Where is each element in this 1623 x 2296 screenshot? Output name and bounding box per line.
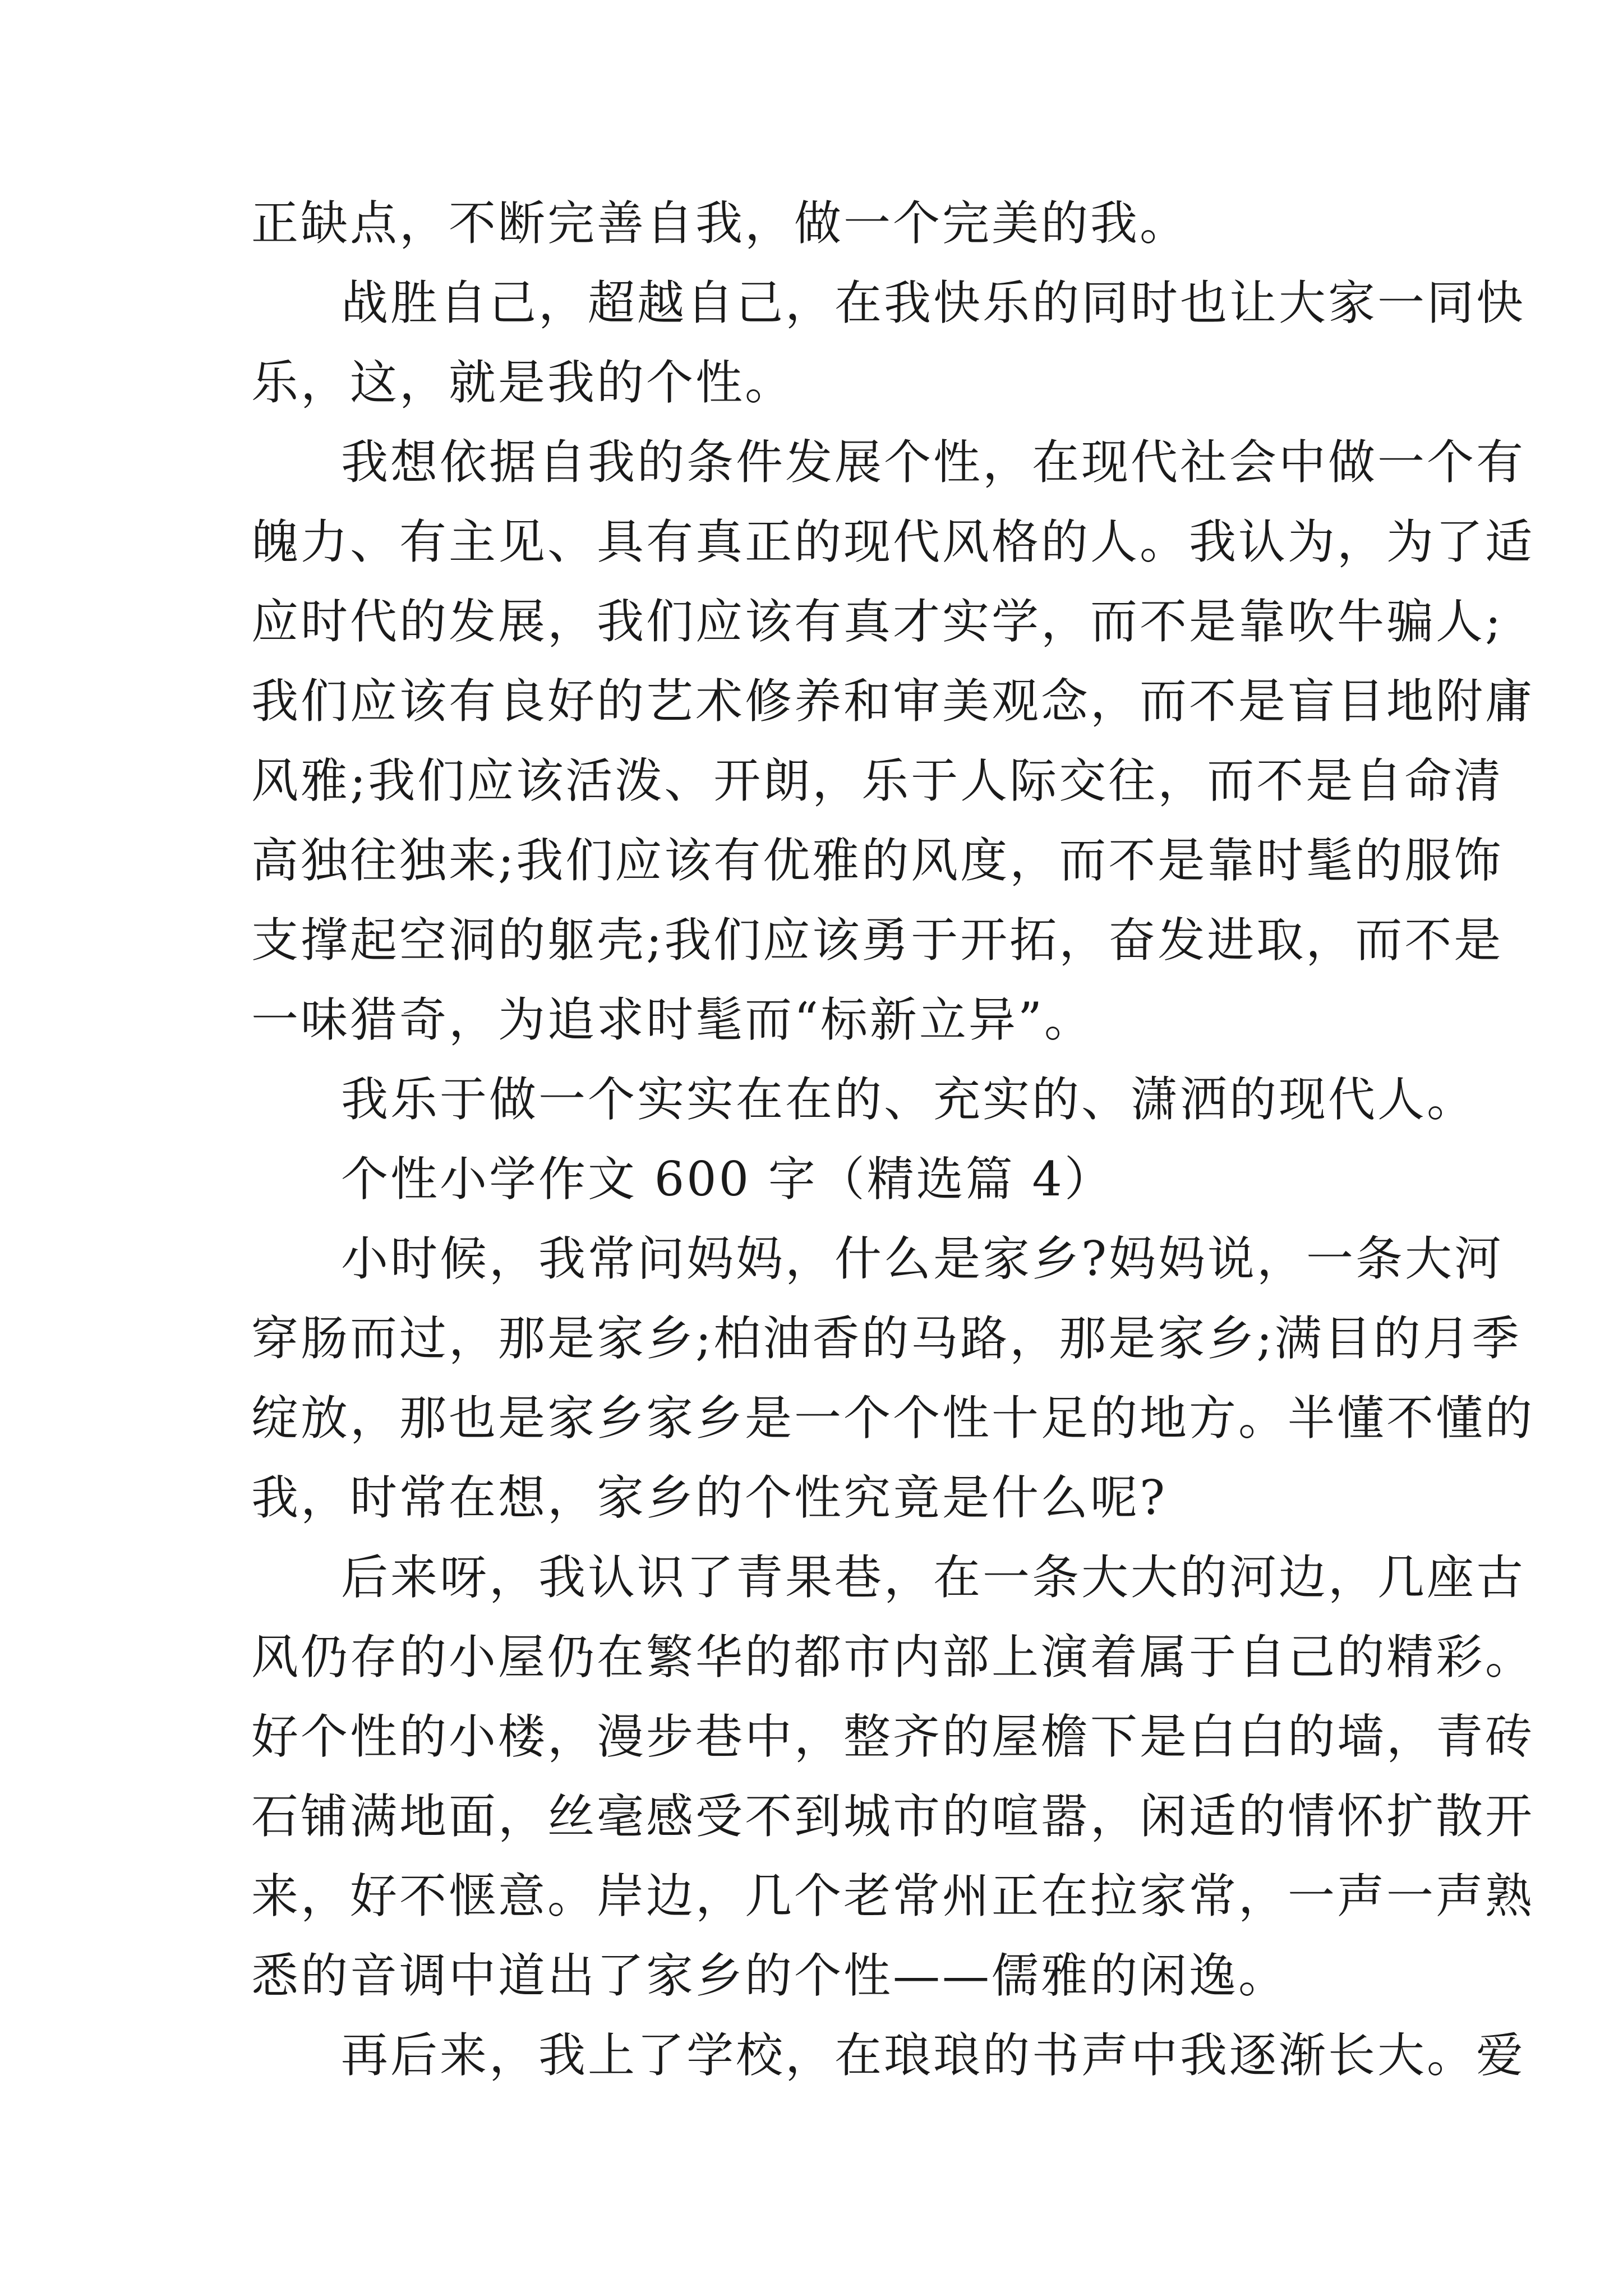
text-line: 应时代的发展，我们应该有真才实学，而不是靠吹牛骗人; <box>251 594 1504 649</box>
text-line: 正缺点，不断完善自我，做一个完美的我。 <box>251 196 1189 251</box>
text-line: 好个性的小楼，漫步巷中，整齐的屋檐下是白白的墙，青砖 <box>251 1709 1535 1764</box>
text-line: 风雅;我们应该活泼、开朗，乐于人际交往，而不是自命清 <box>251 753 1504 808</box>
paragraph-start-line: 我想依据自我的条件发展个性，在现代社会中做一个有 <box>341 435 1526 490</box>
text-line: 穿肠而过，那是家乡;柏油香的马路，那是家乡;满目的月季 <box>251 1311 1521 1366</box>
text-line: 一味猎奇，为追求时髦而“标新立异”。 <box>251 992 1094 1047</box>
text-line: 来，好不惬意。岸边，几个老常州正在拉家常，一声一声熟 <box>251 1869 1535 1924</box>
paragraph-start-line: 再后来，我上了学校，在琅琅的书声中我逐渐长大。爱 <box>341 2028 1526 2083</box>
paragraph-start-line: 小时候，我常问妈妈，什么是家乡?妈妈说，一条大河 <box>341 1231 1504 1286</box>
text-line: 魄力、有主见、具有真正的现代风格的人。我认为，为了适 <box>251 514 1535 569</box>
text-line: 我们应该有良好的艺术修养和审美观念，而不是盲目地附庸 <box>251 674 1535 729</box>
text-line: 悉的音调中道出了家乡的个性——儒雅的闲逸。 <box>251 1948 1288 2003</box>
text-line: 风仍存的小屋仍在繁华的都市内部上演着属于自己的精彩。 <box>251 1630 1535 1685</box>
section-heading: 个性小学作文 600 字（精选篇 4） <box>341 1152 1114 1207</box>
text-line: 我，时常在想，家乡的个性究竟是什么呢? <box>251 1470 1168 1525</box>
text-line: 石铺满地面，丝毫感受不到城市的喧嚣，闲适的情怀扩散开 <box>251 1789 1535 1844</box>
paragraph-start-line: 后来呀，我认识了青果巷，在一条大大的河边，几座古 <box>341 1550 1526 1605</box>
text-line: 高独往独来;我们应该有优雅的风度，而不是靠时髦的服饰 <box>251 833 1504 888</box>
paragraph-start-line: 战胜自己，超越自己，在我快乐的同时也让大家一同快 <box>341 275 1526 330</box>
paragraph-start-line: 我乐于做一个实实在在的、充实的、潇洒的现代人。 <box>341 1072 1477 1127</box>
text-line: 乐，这，就是我的个性。 <box>251 355 795 410</box>
text-line: 支撑起空洞的躯壳;我们应该勇于开拓，奋发进取，而不是 <box>251 913 1504 968</box>
text-line: 绽放，那也是家乡家乡是一个个性十足的地方。半懂不懂的 <box>251 1391 1535 1446</box>
